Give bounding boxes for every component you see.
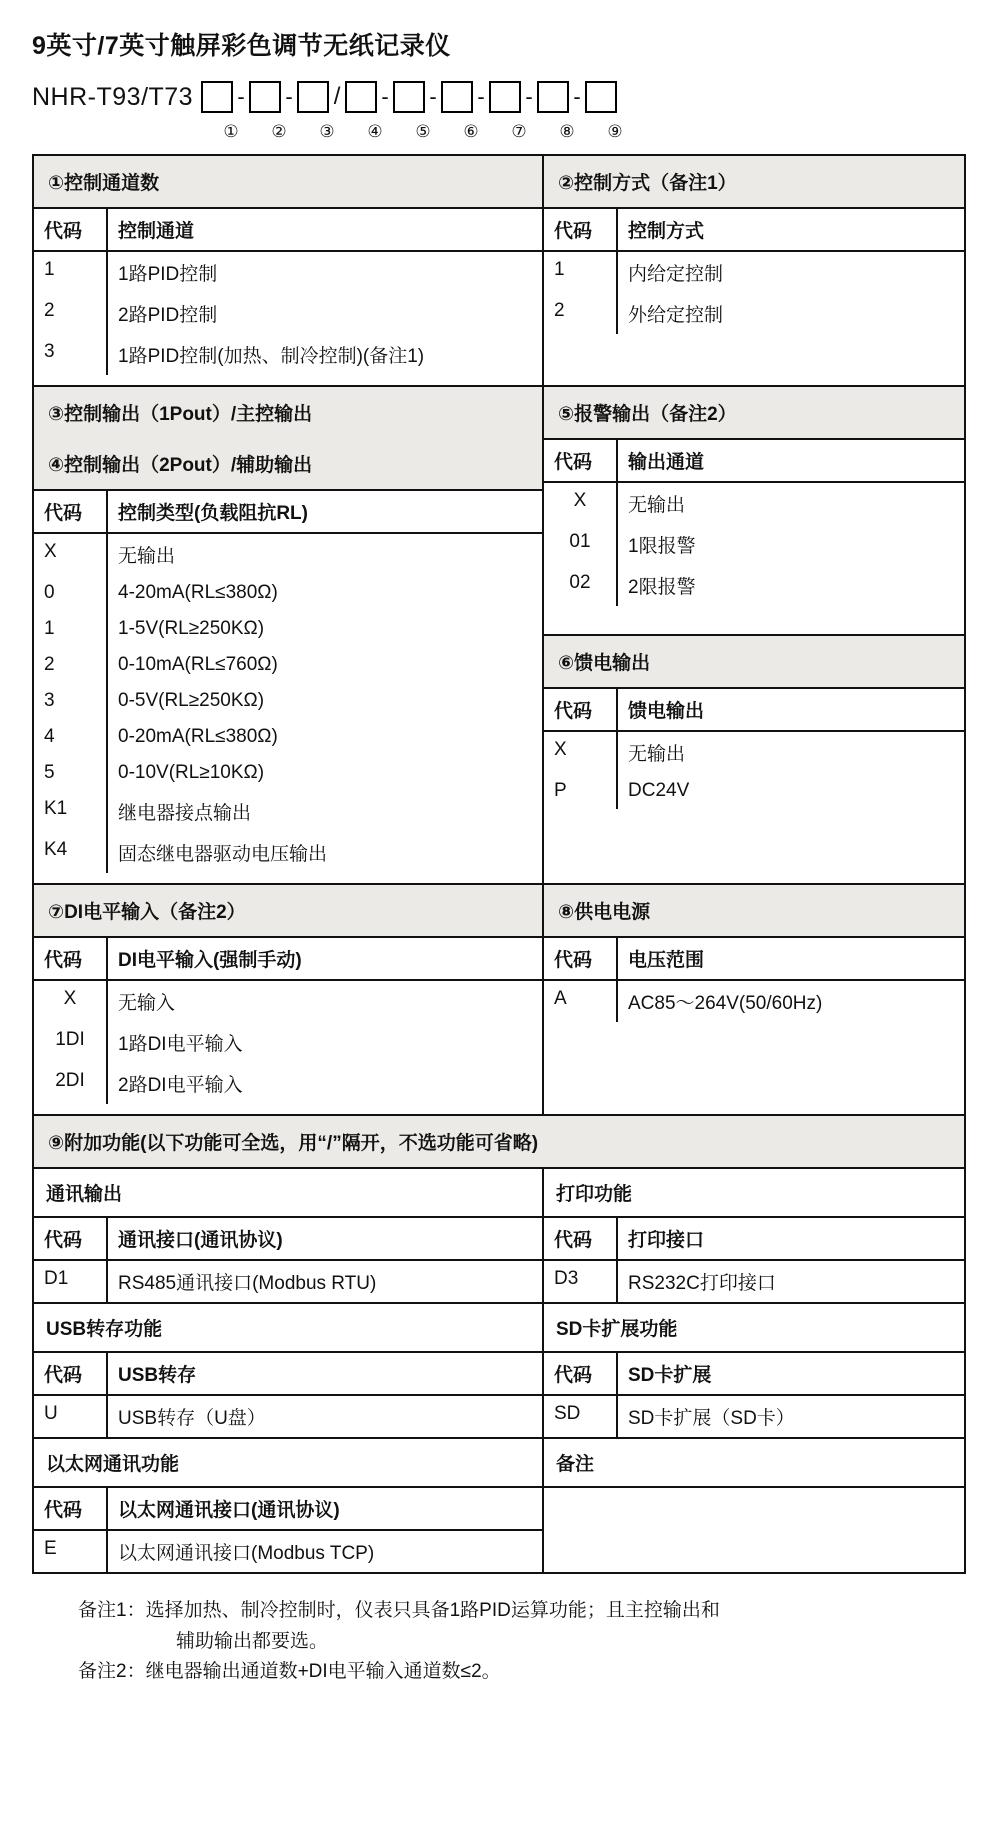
slot-number-9: ⑨ — [607, 122, 623, 141]
table-row — [34, 683, 542, 719]
model-code-line — [32, 76, 962, 118]
section-9 — [34, 1116, 964, 1572]
section-5-header: ⑤报警输出（备注2） — [544, 387, 964, 440]
table-row — [544, 981, 964, 1022]
row-code: U — [34, 1396, 108, 1437]
row-code: SD — [544, 1396, 618, 1437]
table-row — [34, 755, 542, 791]
row-desc: DC24V — [628, 780, 690, 801]
column-header-desc: USB转存 — [118, 1365, 197, 1386]
table-row — [34, 719, 542, 755]
row-code: 2 — [34, 647, 108, 683]
band-s9-row-3 — [34, 1439, 964, 1572]
s9-column-headers — [34, 1353, 542, 1396]
s9-block-title: 通讯输出 — [34, 1169, 542, 1218]
model-sep-4: - — [381, 84, 389, 109]
row-code: K4 — [34, 832, 108, 873]
column-header-desc: 输出通道 — [628, 452, 705, 473]
spec-table — [32, 154, 966, 1574]
row-desc: 1路PID控制 — [118, 264, 218, 285]
note-1-text: 选择加热、制冷控制时，仪表只具备1路PID运算功能；且主控输出和 — [145, 1600, 720, 1621]
band-section-34-56 — [34, 387, 964, 885]
row-desc: 以太网通讯接口(Modbus TCP) — [118, 1543, 375, 1564]
slot-number-1: ① — [223, 122, 239, 141]
s9-column-headers — [544, 1218, 964, 1261]
row-code: 1 — [544, 252, 618, 293]
column-header-code: 代码 — [34, 491, 108, 532]
section-7 — [34, 885, 544, 1114]
row-desc: SD卡扩展（SD卡） — [628, 1408, 795, 1429]
section-2-column-headers — [544, 209, 964, 252]
section-8 — [544, 885, 964, 1114]
section-3-header: ③控制输出（1Pout）/主控输出 — [34, 387, 542, 438]
row-desc: 内给定控制 — [628, 264, 724, 285]
row-desc: 继电器接点输出 — [118, 803, 252, 824]
row-code: P — [544, 773, 618, 809]
model-sep-7: - — [525, 84, 533, 109]
model-sep-6: - — [477, 84, 485, 109]
section-4-header: ④控制输出（2Pout）/辅助输出 — [34, 438, 542, 491]
column-header-code: 代码 — [34, 938, 108, 979]
s9-remark-empty — [544, 1488, 964, 1544]
row-code: 0 — [34, 575, 108, 611]
page-title: 9英寸/7英寸触屏彩色调节无纸记录仪 — [32, 32, 451, 60]
s9-block-remark — [544, 1439, 964, 1572]
s9-block-title: 以太网通讯功能 — [34, 1439, 542, 1488]
table-row — [34, 575, 542, 611]
note-2-text: 继电器输出通道数+DI电平输入通道数≤2。 — [145, 1660, 501, 1682]
row-desc: USB转存（U盘） — [118, 1408, 266, 1429]
row-desc: 外给定控制 — [628, 305, 724, 326]
slot-number-8: ⑧ — [559, 122, 575, 141]
table-row — [544, 1396, 964, 1437]
column-header-code: 代码 — [544, 1218, 618, 1259]
row-desc: 1路DI电平输入 — [118, 1034, 243, 1055]
model-slot-7 — [489, 81, 521, 113]
column-header-code: 代码 — [34, 209, 108, 250]
table-row — [544, 773, 964, 809]
table-row — [544, 252, 964, 293]
slot-number-3: ③ — [319, 122, 335, 141]
table-row — [34, 611, 542, 647]
row-code: 3 — [34, 683, 108, 719]
section-5-column-headers — [544, 440, 964, 483]
table-row — [34, 1531, 542, 1572]
model-slot-6 — [441, 81, 473, 113]
row-code: K1 — [34, 791, 108, 832]
note-1 — [78, 1596, 962, 1625]
column-header-desc: 馈电输出 — [628, 701, 705, 722]
row-desc: 2路DI电平输入 — [118, 1075, 243, 1096]
column-header-desc: DI电平输入(强制手动) — [118, 950, 302, 971]
model-slot-8 — [537, 81, 569, 113]
model-slot-1 — [201, 81, 233, 113]
row-desc: 固态继电器驱动电压输出 — [118, 844, 328, 865]
row-code: 02 — [544, 565, 618, 606]
column-header-code: 代码 — [34, 1218, 108, 1259]
row-desc: 0-20mA(RL≤380Ω) — [118, 726, 278, 747]
table-row — [34, 1261, 542, 1302]
section-9-header: ⑨附加功能(以下功能可全选，用“/”隔开，不选功能可省略) — [34, 1116, 964, 1169]
column-header-code: 代码 — [544, 1353, 618, 1394]
section-5-6 — [544, 387, 964, 883]
column-header-code: 代码 — [34, 1488, 108, 1529]
s9-column-headers — [34, 1218, 542, 1261]
s9-block-title: SD卡扩展功能 — [544, 1304, 964, 1353]
model-sep-3: / — [333, 83, 341, 110]
table-row — [34, 647, 542, 683]
section-3-4 — [34, 387, 544, 883]
section-7-column-headers — [34, 938, 542, 981]
row-code: 4 — [34, 719, 108, 755]
row-code: X — [34, 981, 108, 1022]
table-row — [544, 565, 964, 616]
note-1-label: 备注1： — [78, 1600, 146, 1621]
column-header-code: 代码 — [544, 209, 618, 250]
section-34-column-headers — [34, 491, 542, 534]
row-desc: RS485通讯接口(Modbus RTU) — [118, 1273, 377, 1294]
s9-block-title: USB转存功能 — [34, 1304, 542, 1353]
row-code: 2DI — [34, 1063, 108, 1104]
row-desc: 4-20mA(RL≤380Ω) — [118, 582, 278, 603]
row-desc: AC85～264V(50/60Hz) — [628, 993, 823, 1014]
s9-block-print — [544, 1169, 964, 1302]
table-row — [34, 791, 542, 832]
row-desc: 1路PID控制(加热、制冷控制)(备注1) — [118, 346, 425, 367]
column-header-desc: 以太网通讯接口(通讯协议) — [118, 1500, 340, 1521]
row-desc: RS232C打印接口 — [628, 1273, 776, 1294]
column-header-code: 代码 — [544, 689, 618, 730]
slot-number-2: ② — [271, 122, 287, 141]
row-desc: 2限报警 — [628, 577, 696, 598]
row-desc: 2路PID控制 — [118, 305, 218, 326]
row-code: E — [34, 1531, 108, 1572]
model-sep-5: - — [429, 84, 437, 109]
model-name: NHR-T93/T73 — [32, 82, 194, 111]
section-2-header: ②控制方式（备注1） — [544, 156, 964, 209]
model-sep-2: - — [285, 84, 293, 109]
note-2-label: 备注2： — [78, 1660, 146, 1682]
slot-number-4: ④ — [367, 122, 383, 141]
s9-block-comm — [34, 1169, 544, 1302]
section-6-column-headers — [544, 689, 964, 732]
row-code: 1 — [34, 252, 108, 293]
table-row — [34, 252, 542, 293]
table-row — [34, 534, 542, 575]
s9-block-title: 备注 — [544, 1439, 964, 1488]
column-header-desc: 控制方式 — [628, 221, 705, 242]
column-header-code: 代码 — [544, 938, 618, 979]
s9-column-headers — [544, 1353, 964, 1396]
section-2 — [544, 156, 964, 385]
section-7-header: ⑦DI电平输入（备注2） — [34, 885, 542, 938]
table-row — [544, 732, 964, 773]
band-s9-row-1 — [34, 1169, 964, 1304]
note-1-continued: 辅助输出都要选。 — [176, 1631, 329, 1653]
row-code: D1 — [34, 1261, 108, 1302]
row-desc: 0-5V(RL≥250KΩ) — [118, 690, 265, 711]
section-1-column-headers — [34, 209, 542, 252]
table-row — [544, 524, 964, 565]
model-slot-3 — [297, 81, 329, 113]
section-8-column-headers — [544, 938, 964, 981]
row-desc: 1-5V(RL≥250KΩ) — [118, 618, 265, 639]
model-slot-4 — [345, 81, 377, 113]
row-code: 3 — [34, 334, 108, 375]
row-code: X — [34, 534, 108, 575]
model-sep-8: - — [573, 84, 581, 109]
column-header-desc: 通讯接口(通讯协议) — [118, 1230, 283, 1251]
s9-block-usb — [34, 1304, 544, 1437]
table-row — [34, 981, 542, 1022]
column-header-desc: 控制通道 — [118, 221, 195, 242]
band-section-7-8 — [34, 885, 964, 1116]
table-row — [544, 483, 964, 524]
notes — [78, 1596, 962, 1686]
column-header-desc: 控制类型(负载阻抗RL) — [118, 503, 308, 524]
table-row — [544, 293, 964, 334]
note-2 — [78, 1657, 962, 1686]
s9-column-headers — [34, 1488, 542, 1531]
section-8-header: ⑧供电电源 — [544, 885, 964, 938]
row-code: 5 — [34, 755, 108, 791]
row-desc: 0-10mA(RL≤760Ω) — [118, 654, 278, 675]
row-code: 01 — [544, 524, 618, 565]
table-row — [34, 293, 542, 334]
row-desc: 无输出 — [628, 495, 686, 516]
row-code: X — [544, 483, 618, 524]
slot-number-6: ⑥ — [463, 122, 479, 141]
slot-number-5: ⑤ — [415, 122, 431, 141]
model-slot-2 — [249, 81, 281, 113]
table-row — [34, 334, 542, 385]
row-code: 2 — [544, 293, 618, 334]
column-header-desc: SD卡扩展 — [628, 1365, 712, 1386]
row-desc: 无输出 — [628, 744, 686, 765]
s9-block-sd — [544, 1304, 964, 1437]
table-row — [544, 1261, 964, 1302]
row-code: A — [544, 981, 618, 1022]
model-slot-numbers — [32, 118, 962, 146]
row-desc: 0-10V(RL≥10KΩ) — [118, 762, 265, 783]
column-header-code: 代码 — [544, 440, 618, 481]
section-1-header: ①控制通道数 — [34, 156, 542, 209]
s9-block-ethernet — [34, 1439, 544, 1572]
table-row — [34, 1396, 542, 1437]
row-desc: 1限报警 — [628, 536, 696, 557]
column-header-code: 代码 — [34, 1353, 108, 1394]
model-slot-5 — [393, 81, 425, 113]
row-code: 1 — [34, 611, 108, 647]
band-s9-row-2 — [34, 1304, 964, 1439]
row-code: D3 — [544, 1261, 618, 1302]
table-row — [34, 1022, 542, 1063]
section-6-header: ⑥馈电输出 — [544, 636, 964, 689]
row-code: 2 — [34, 293, 108, 334]
band-section-1-2 — [34, 156, 964, 387]
column-header-desc: 电压范围 — [628, 950, 705, 971]
model-sep-1: - — [237, 84, 245, 109]
row-code: 1DI — [34, 1022, 108, 1063]
row-desc: 无输出 — [118, 546, 176, 567]
table-row — [34, 832, 542, 883]
model-slot-9 — [585, 81, 617, 113]
column-header-desc: 打印接口 — [628, 1230, 705, 1251]
section-divider — [544, 616, 964, 636]
table-row — [34, 1063, 542, 1114]
s9-block-title: 打印功能 — [544, 1169, 964, 1218]
row-desc: 无输入 — [118, 993, 176, 1014]
row-code: X — [544, 732, 618, 773]
slot-number-7: ⑦ — [511, 122, 527, 141]
section-1 — [34, 156, 544, 385]
